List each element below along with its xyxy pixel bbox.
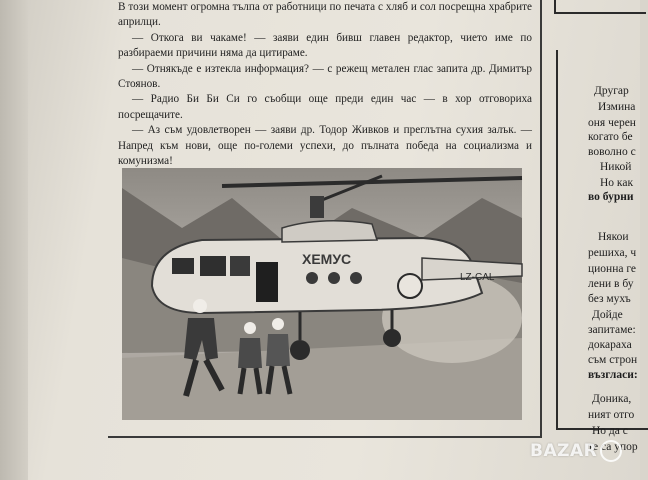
right-column-line: запитаме: [588,324,636,336]
rotor-mast [310,196,324,218]
porthole [328,272,340,284]
right-column-line: Но да с [592,425,628,437]
helicopter-photo [122,168,522,420]
right-column-line: Някои [598,231,629,243]
landing-wheel [383,329,401,347]
right-column-line: докараха [588,339,632,351]
article-paragraph-1: В този момент огромна тълпа от работници по печата с хляб и сол посрещна храбрите априлци. [118,1,532,29]
cabin-door [256,262,278,302]
right-column-line: воволно с [588,146,636,158]
watermark-text: BAZAR [530,441,598,461]
right-column-text [548,0,648,453]
right-column-line: Никой [600,161,632,173]
article-paragraph-4: — Радио Би Би Си го съобщи още преди един час — в хор отговориха посрещачите. [118,93,532,121]
porthole [350,272,362,284]
registration-mark: LZ-CAL [460,272,495,283]
landing-wheel [290,340,310,360]
article-paragraph-5: — Аз съм удовлетворен — заяви др. Тодор Живков и преглътна сухия залък. — Напред към нови, още по-големи успехи, до пълната победа на социализма и комунизма! [118,124,532,168]
airline-emblem [398,274,422,298]
engine-housing [282,221,377,242]
cabin-window [230,256,250,276]
right-column-line: Но как [600,177,634,189]
helicopter-logo: ХЕМУС [302,251,352,267]
right-column-line: ният отго [588,409,635,421]
watermark [530,440,640,470]
right-column-line: Другар [594,85,629,97]
page-left-edge [0,0,28,480]
right-column-line: съм строн [588,354,638,366]
right-column-line: ционна ге [588,263,637,275]
right-column-line: те са упор [588,441,638,453]
cockpit-window [172,258,194,274]
article-paragraph-2: — Откога ви чакаме! — заяви един бивш главен редактор, чието име по разбираеми причини няма да цитираме. [118,31,532,60]
article-text [118,0,532,185]
watermark-logo-icon [600,440,622,462]
article-paragraph-3: — Отнякъде е изтекла информация? — с режещ метален глас запита др. Димитър Стоянов. [118,62,532,91]
right-column-line: оня черен [588,117,636,129]
right-column-line: Доника, [592,393,632,405]
right-column-line: когато бе [588,131,633,143]
right-column-line: без мухъ [588,293,631,305]
helicopter-photo-illustration [122,168,522,420]
right-column-line: Дойде [592,309,623,321]
right-column-line: лени в бу [588,278,634,290]
cockpit-window [200,256,226,276]
porthole [306,272,318,284]
right-column-line: решиха, ч [588,247,637,259]
right-column-line: во бурни [588,191,634,203]
right-column-line: възгласи: [588,369,638,381]
right-column-line: Измина [598,101,636,113]
